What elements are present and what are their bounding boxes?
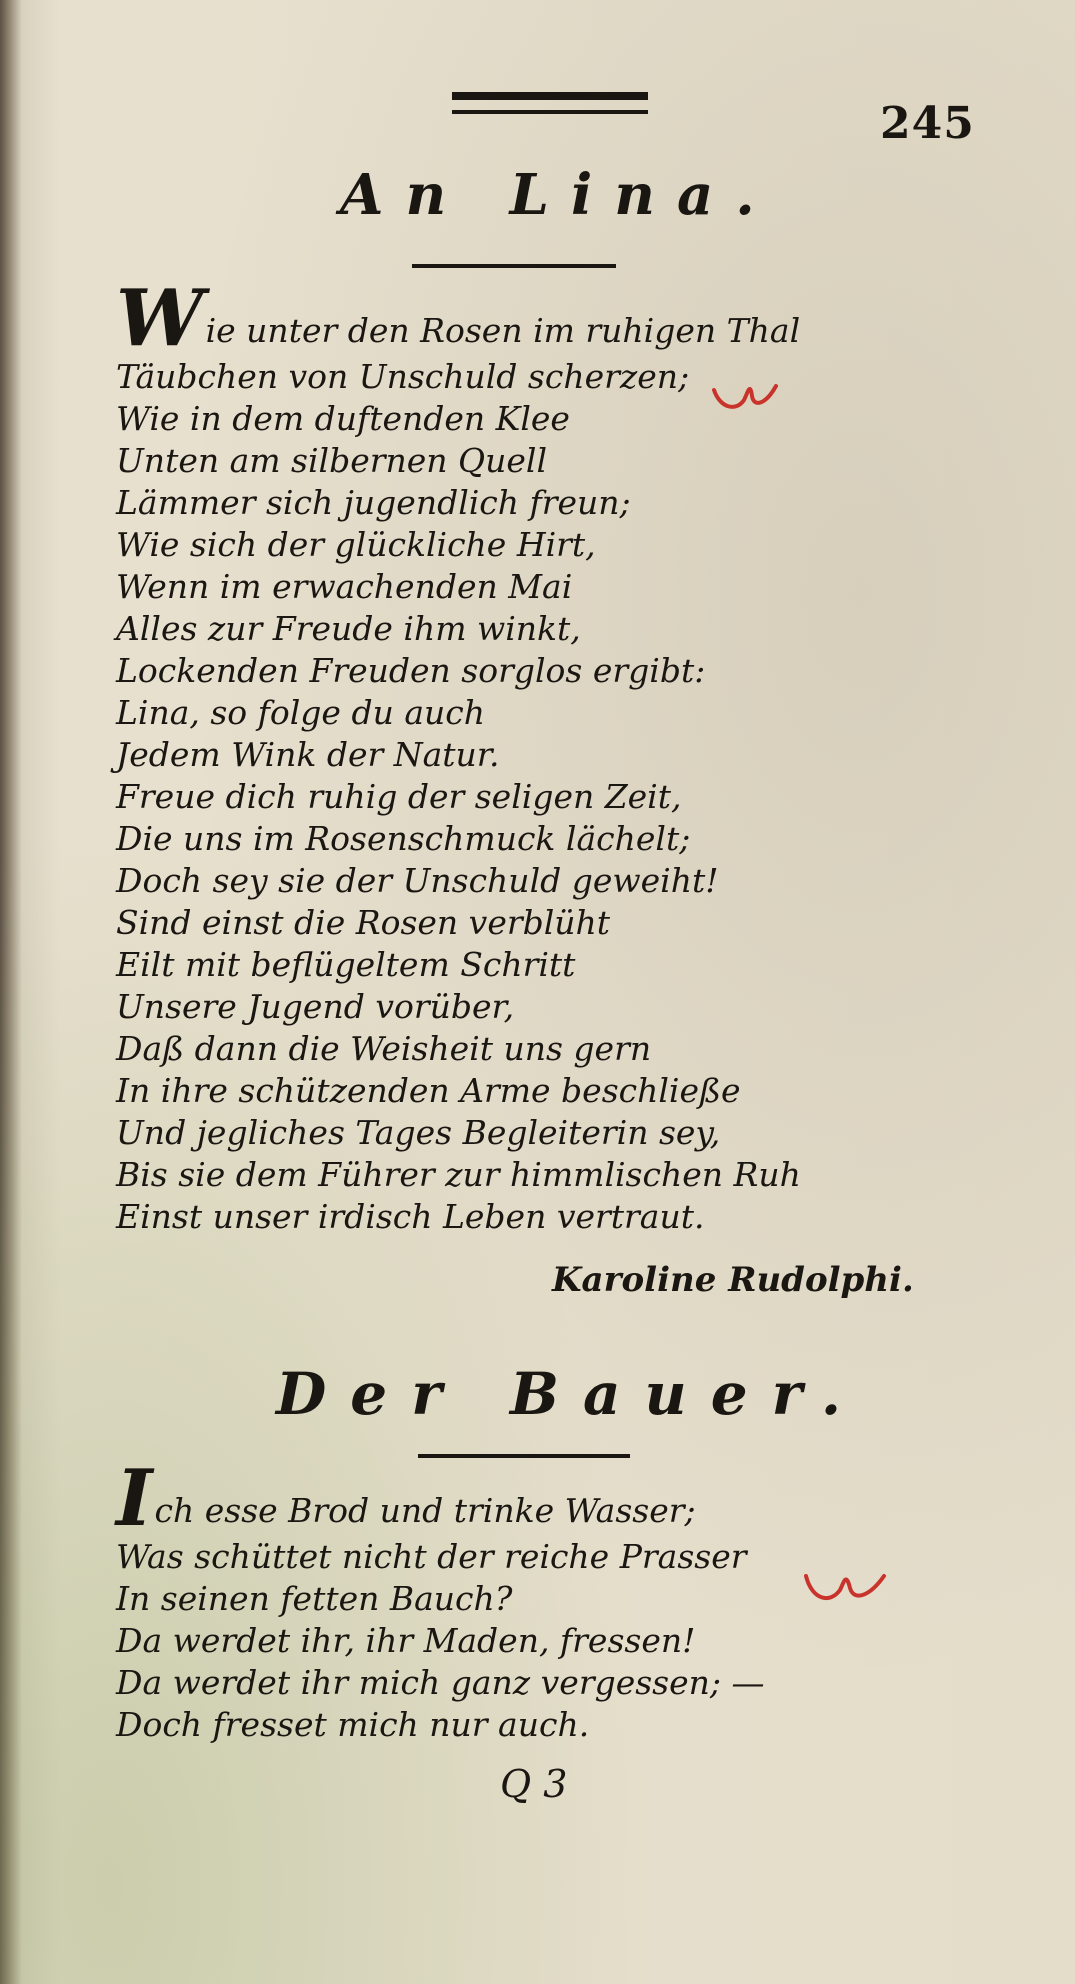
poem-line: Und jegliches Tages Begleiterin sey, xyxy=(116,1113,721,1152)
poem-line: Eilt mit beflügeltem Schritt xyxy=(116,945,576,984)
page-number: 245 xyxy=(880,98,975,149)
poem-line: Was schüttet nicht der reiche Prasser xyxy=(116,1537,747,1576)
poem-der-bauer xyxy=(116,1453,876,1746)
header-rule-thick xyxy=(452,92,648,100)
poem-line: Einst unser irdisch Leben vertraut. xyxy=(116,1197,705,1236)
title-rule-2 xyxy=(418,1454,630,1458)
poem-line: Täubchen von Unschuld scherzen; xyxy=(116,357,690,396)
poem-line: Wenn im erwachenden Mai xyxy=(116,567,573,606)
drop-cap: W xyxy=(116,273,204,364)
poem-line: Wie in dem duftenden Klee xyxy=(116,399,570,438)
poem-title-der-bauer: Der Bauer. xyxy=(276,1360,866,1428)
poem-line: Lämmer sich jugendlich freun; xyxy=(116,483,631,522)
poem-line: Die uns im Rosenschmuck lächelt; xyxy=(116,819,691,858)
poem-line: Freue dich ruhig der seligen Zeit, xyxy=(116,777,682,816)
first-line-text: ch esse Brod und trinke Wasser; xyxy=(154,1491,696,1530)
poem-title-an-lina: An Lina. xyxy=(340,162,777,228)
poem-line: Lina, so folge du auch xyxy=(116,693,485,732)
drop-cap: I xyxy=(116,1453,153,1544)
header-rule-thin xyxy=(452,110,648,114)
poem-line: In seinen fetten Bauch? xyxy=(116,1579,513,1618)
poem-an-lina xyxy=(116,273,896,1238)
poem-line: Da werdet ihr, ihr Maden, fressen! xyxy=(116,1621,696,1660)
poem-line: Sind einst die Rosen verblüht xyxy=(116,903,611,942)
title-rule-1 xyxy=(412,264,616,268)
poem-line: Da werdet ihr mich ganz vergessen; — xyxy=(116,1663,765,1702)
poem-line: Bis sie dem Führer zur himmlischen Ruh xyxy=(116,1155,801,1194)
poem-line: In ihre schützenden Arme beschließe xyxy=(116,1071,741,1110)
poem-line: Alles zur Freude ihm winkt, xyxy=(116,609,581,648)
poem-first-line xyxy=(116,273,896,364)
poem-line: Jedem Wink der Natur. xyxy=(116,735,500,774)
poem-line: Doch fresset mich nur auch. xyxy=(116,1705,590,1744)
poem-author: Karoline Rudolphi. xyxy=(552,1260,914,1300)
poem-line: Unten am silbernen Quell xyxy=(116,441,547,480)
red-pencil-mark-icon xyxy=(710,372,780,416)
poem-line: Daß dann die Weisheit uns gern xyxy=(116,1029,652,1068)
printer-signature-mark: Q 3 xyxy=(500,1762,568,1806)
poem-first-line xyxy=(116,1453,876,1544)
first-line-text: ie unter den Rosen im ruhigen Thal xyxy=(205,311,801,350)
poem-line: Unsere Jugend vorüber, xyxy=(116,987,515,1026)
poem-line: Lockenden Freuden sorglos ergibt: xyxy=(116,651,706,690)
red-pencil-mark-icon xyxy=(800,1560,890,1610)
poem-line: Wie sich der glückliche Hirt, xyxy=(116,525,596,564)
poem-line: Doch sey sie der Unschuld geweiht! xyxy=(116,861,719,900)
